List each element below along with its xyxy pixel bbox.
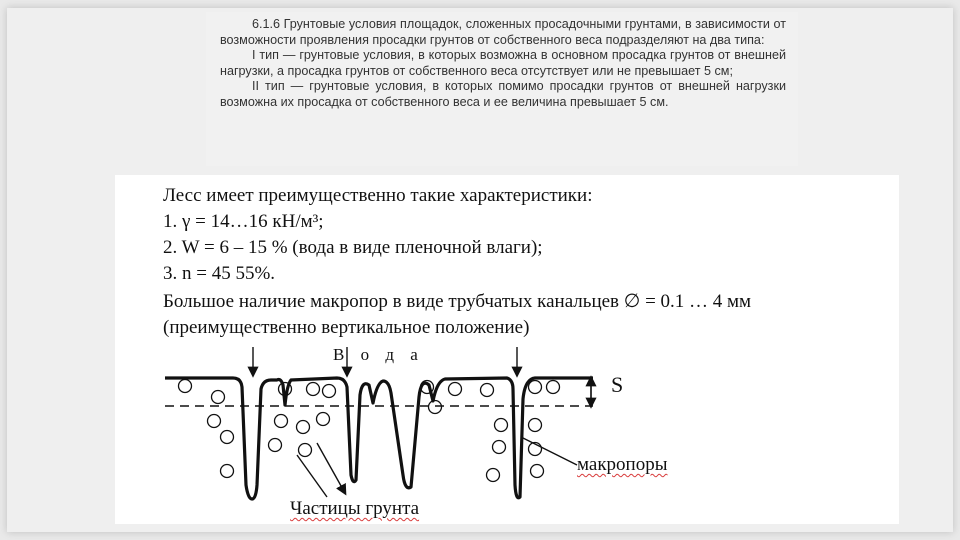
- doc-paragraph-1: 6.1.6 Грунтовые условия площадок, сложенных просадочными грунтами, в зависимости от возможности проявления просадки грунтов от собственного веса подразделяют на два типа:: [220, 17, 786, 47]
- macropores-label: макропоры: [577, 454, 668, 475]
- particle: [299, 444, 312, 457]
- characteristic-2: 2. W = 6 – 15 % (вода в виде пленочной влаги);: [163, 237, 543, 258]
- doc-paragraph-3: II тип — грунтовые условия, в которых помимо просадки грунтов от внешней нагрузки возможна их просадка от собственного веса и ее величина превышает 5 см.: [220, 79, 786, 109]
- particle: [323, 385, 336, 398]
- particle: [317, 413, 330, 426]
- particle: [208, 415, 221, 428]
- slide-heading: Лесс имеет преимущественно такие характеристики:: [163, 185, 593, 206]
- slide: [7, 8, 953, 532]
- content-panel: [115, 175, 899, 524]
- ground-surface-with-macropores: [165, 378, 593, 499]
- soil-particles: [179, 380, 560, 482]
- particle: [221, 431, 234, 444]
- particle: [269, 439, 282, 452]
- characteristic-1: 1. γ = 14…16 кН/м³;: [163, 211, 324, 232]
- particle: [307, 383, 320, 396]
- characteristic-3: 3. n = 45 55%.: [163, 263, 276, 284]
- particle: [212, 391, 225, 404]
- doc-paragraph-2: I тип — грунтовые условия, в которых возможна в основном просадка грунтов от внешней нагрузки, а просадка грунтов от собственного веса отсутствует или не превышает 5 см;: [220, 48, 786, 78]
- particle: [547, 381, 560, 394]
- scanned-document-excerpt: [206, 12, 798, 166]
- particles-label: Частицы грунта: [290, 498, 420, 519]
- particle: [493, 441, 506, 454]
- particle: [487, 469, 500, 482]
- particle: [179, 380, 192, 393]
- particle: [275, 415, 288, 428]
- particle: [531, 465, 544, 478]
- water-label: В о д а: [333, 345, 424, 364]
- particle: [529, 381, 542, 394]
- particle: [481, 384, 494, 397]
- particle: [297, 421, 310, 434]
- particle: [529, 419, 542, 432]
- particle: [495, 419, 508, 432]
- loess-macropore-diagram: [115, 175, 899, 524]
- settlement-label: S: [611, 372, 624, 397]
- particle: [429, 401, 442, 414]
- particle: [449, 383, 462, 396]
- particles-callout-line-2: [297, 455, 327, 497]
- macropores-text-line-2: (преимущественно вертикальное положение): [163, 317, 530, 338]
- particle: [221, 465, 234, 478]
- macropores-text-line-1: Большое наличие макропор в виде трубчатых канальцев ∅ = 0.1 … 4 мм: [163, 291, 752, 312]
- particles-callout-line-1: [317, 443, 345, 493]
